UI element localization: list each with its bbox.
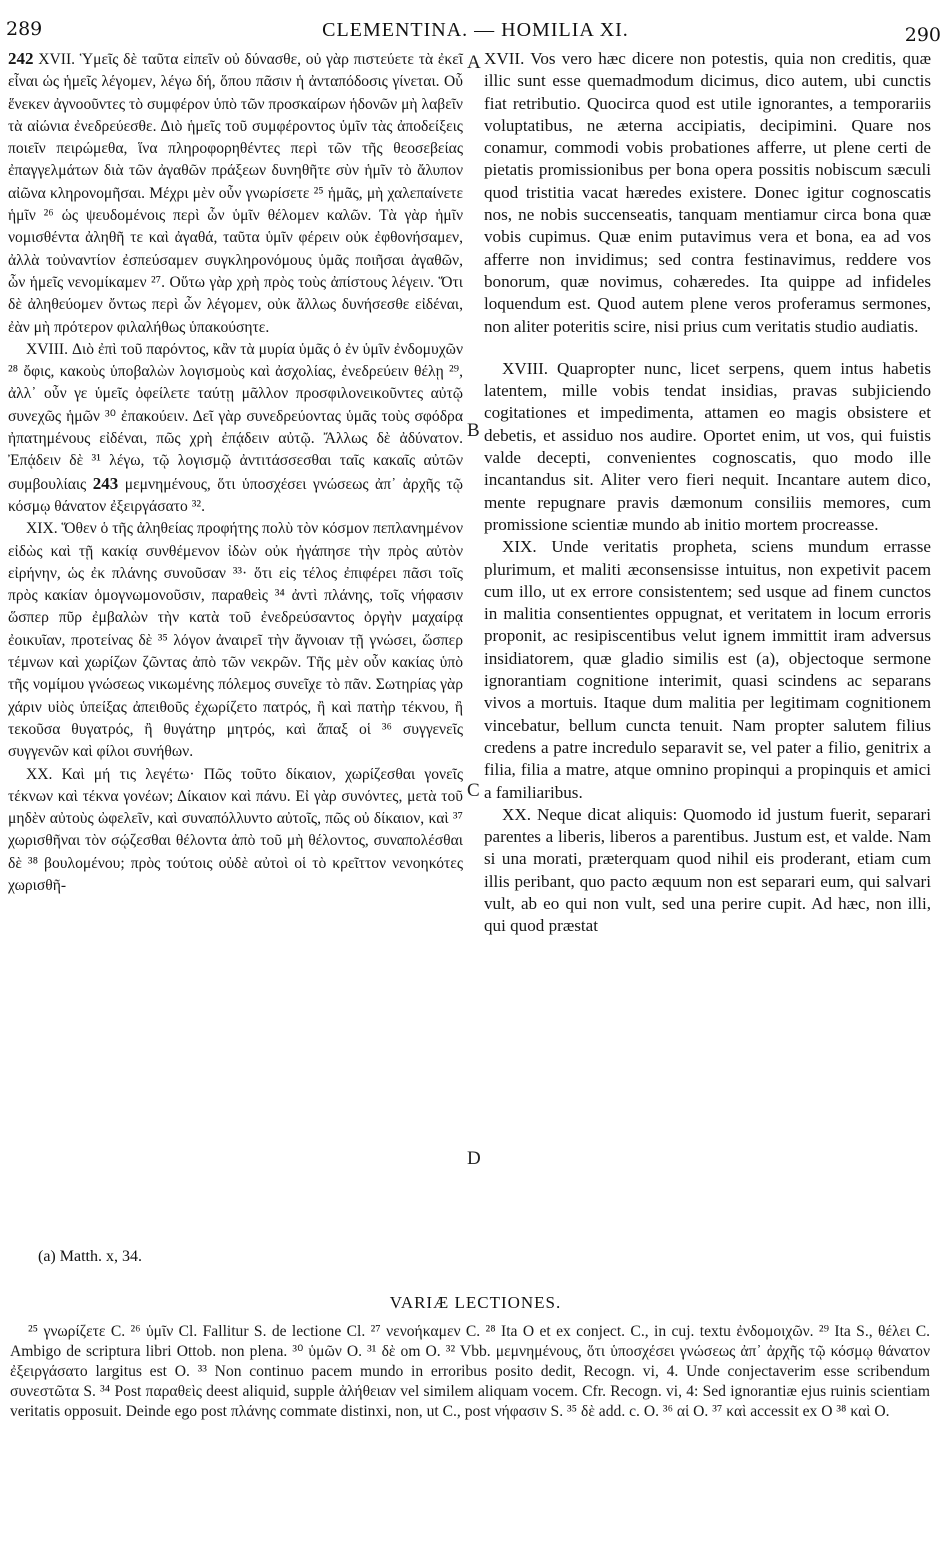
greek-text-xx: XX. Καὶ μή τις λεγέτω· Πῶς τοῦτο δίκαιον, χωρίζεσθαι γονεῖς τέκνων καὶ τέκνα γονέων; Δίκαιον καὶ πάνυ. Εἰ γὰρ συνόντες, μετὰ τοῦ μηδὲν αὐτοὺς ὠφελεῖν, καὶ συναπόλλυντο αὐτοῖς, πῶς οὐ δίκαιον, καὶ ³⁷ χωρισθῆναι τὸν σῴζεσθαι θέλοντα ἀπὸ τοῦ μὴ θέλοντος, συναπολέσθαι δὲ ³⁸ βουλομένου; πρὸς τούτοις οὐδὲ αὐτοὶ οἱ τὸ κρεῖττον νενοηκότες χωρισθῆ- xyxy=(8,765,463,894)
latin-column xyxy=(484,48,931,938)
column-number-243: 243 xyxy=(92,473,119,493)
page-number-right: 290 xyxy=(904,24,941,46)
margin-letter-c: C xyxy=(467,780,480,801)
page-header xyxy=(0,14,951,44)
greek-text-xix: XIX. Ὅθεν ὁ τῆς ἀληθείας προφήτης πολὺ τὸν κόσμον πεπλανημένον εἰδὼς καὶ τῇ κακίᾳ συνθέμενον ἰδὼν οὐκ ἠγάπησε τὴν πρὸς αὐτὸν εἰρήνην, ὡς ἐκ πλάνης συνοῦσαν ³³· ὅτι εἰς τέλος ἐπιφέρει πᾶσι τοῖς πρὸς κακίαν ὁμογνωμονοῦσιν, παραθεὶς ³⁴ ἀντὶ πλάνης, τοῖς νήφασιν ὥσπερ πῦρ ἐμβαλὼν τὴν κατὰ τοῦ ἐνεδρεύσαντος ὀργὴν μαχαίρᾳ ἐοικυῖαν, προτείνας δὲ ³⁵ λόγον ἀναιρεῖ τὴν ἄγνοιαν τῇ γνώσει, ὥσπερ τέμνων καὶ χωρίζων ζῶντας ἀπὸ τῶν νεκρῶν. Τῆς μὲν οὖν κακίας ὑπὸ τῆς νομίμου γνώσεως νικωμένης πόλεμος συνεῖχε τὸ πᾶν. Σωτηρίας γὰρ χάριν υἱὸς ὑπείξας ἀπειθοῦς ἐχωρίζετο πατρός, ἢ καὶ πατὴρ τέκνου, ἢ τεκοῦσα θυγατρός, ἢ θυγάτηρ μητρός, καὶ ἅπαξ οἱ ³⁶ συγγενεῖς συγγενῶν καὶ φίλοι συνήθων. xyxy=(8,520,463,761)
margin-letter-a: A xyxy=(467,52,481,73)
greek-paragraph-xx xyxy=(8,764,463,898)
greek-text-xviii-tail: μεμνημένους, ὅτι ὑποσχέσει γνώσεως ἀπ᾽ ἀρχῆς τῷ κόσμῳ θάνατον ἐξειργάσατο ³². xyxy=(8,475,463,515)
margin-letter-b: B xyxy=(467,420,480,441)
latin-paragraph-xix: XIX. Unde veritatis propheta, sciens mundum errasse plurimum, et maliti æconsensisse intuitus, non expetivit pacem cum illo, ut ex errore consistentem; sed usque ad finem cunctos in malitia consentientes oppugnat, et veritatem in locum erroris proponit, ac resipiscentibus velut ignem immittit iram adversus insidiatorem, quæ gladio similis est (a), objectoque sermone ignorantiam cognitione interimit, quasi scindens ac separans vivos a mortuis. Itaque dum malitia per legitimam cognitionem vincebatur, bellum cuncta tenuit. Nam propter salutem filius credens a patre incredulo separavit se, vel pater a filio, genitrix a filia, filia a matre, atque omnino propinqui a propinquis et amici a familiaribus. xyxy=(484,537,931,802)
latin-paragraph-xviii: XVIII. Quapropter nunc, licet serpens, quem intus habetis latentem, mille vobis tendat insidias, pravas subjiciendo cogitationes et impedimenta, attamen eo magis obsistere et debetis, et assiduo nos audire. Oportet enim, ut vos, qui fuistis valde decepti, convenientes cognoscatis, quo modo ille incantandus sit. Aliter vero fieri nequit. Incantare autem dico, mente repugnare pravis dæmonum consiliis memores, cum promissione scientiæ mundo ab initio mortem procreasse. xyxy=(484,358,931,534)
margin-letter-d: D xyxy=(467,1148,481,1169)
running-title: CLEMENTINA. — HOMILIA XI. xyxy=(322,19,629,41)
greek-column xyxy=(8,48,463,897)
greek-text-xviii: XVIII. Διὸ ἐπὶ τοῦ παρόντος, κἂν τὰ μυρία ὑμᾶς ὁ ἐν ὑμῖν ἐνδομυχῶν ²⁸ ὄφις, κακοὺς ὑποβαλὼν λογισμοὺς καὶ ἀσχολίας, ἐνεδρεύειν θέλῃ ²⁹, ἀλλ᾽ οὖν γε ὑμεῖς ὀφείλετε ταύτῃ μᾶλλον προσφιλονεικοῦντες αὐτῷ συνεχῶς ἡμῶν ³⁰ ἐπακούειν. Δεῖ γὰρ συνεδρεύοντας ὑμᾶς τοὺς σφόδρα ἠπατημένους εἰδέναι, πῶς χρὴ ἐπᾴδειν αὐτῷ. Ἄλλως δὲ ἀδύνατον. Ἐπᾴδειν δὲ ³¹ λέγω, τῷ λογισμῷ ἀντιτάσσεσθαι ταῖς κακαῖς αὐτῶν συμβουλίαις xyxy=(8,340,463,493)
footnote: (a) Matth. x, 34. xyxy=(38,1248,142,1265)
greek-paragraph-xvii xyxy=(8,48,463,339)
column-number-242: 242 xyxy=(8,49,34,68)
greek-text-xvii: XVII. Ὑμεῖς δὲ ταῦτα εἰπεῖν οὐ δύνασθε, οὐ γὰρ πιστεύετε τὰ ἐκεῖ εἶναι ὡς ἡμεῖς λέγομεν, λέγω δή, ὅπου πᾶσιν ἡ ἀνταπόδοσις γίνεται. Οὗ ἕνεκεν ἀγνοοῦντες τὸ συμφέρον ὑπὸ τῶν προσκαίρων ἡδονῶν μὴ λαβεῖν τὰ αἰώνια ἐνεδρεύεσθε. Διὸ ἡμεῖς τοῦ συμφέροντος ὑμῖν τὰς ἀποδείξεις ποιεῖν πειρώμεθα, ἵνα πληροφορηθέντες περὶ τῶν τῆς θεοσεβείας ἐπαγγελμάτων διὰ τῶν ἀγαθῶν πράξεων δυνηθῆτε σὺν ἡμῖν τὸ ἄλυπον αἰῶνα κληρονομῆσαι. Μέχρι μὲν οὖν γνωρίσετε ²⁵ ἡμᾶς, μὴ χαλεπαίνετε ἡμῖν ²⁶ ὡς ψευδομένοις περὶ ὧν ὑμῖν θέλομεν καλῶν. Τὰ γὰρ ἡμῖν νομισθέντα ἀληθῆ τε καὶ ἀγαθά, ταῦτα ὑμῖν φέρειν οὐκ ἐφθονήσαμεν, ἀλλὰ τοὐναντίον ἐσπεύσαμεν συγκληρονόμους ὑμᾶς ποιῆσαι ἀγαθῶν, ὧν ἡμεῖς νενομίκαμεν ²⁷. Οὕτω γὰρ χρὴ πρὸς τοὺς ἀπίστους λέγειν. Ὅτι δὲ ἀληθεύομεν ὄντως περὶ ὧν λέγομεν, οὐκ ἄλλως δυνήσεσθε εἰδέναι, ἐὰν μὴ πρότερον φιλαλήθως ὑπακούσητε. xyxy=(8,51,464,336)
greek-paragraph-xviii xyxy=(8,339,463,518)
variae-lectiones-body xyxy=(10,1322,930,1422)
greek-paragraph-xix xyxy=(8,518,463,763)
variae-lectiones-text: ²⁵ γνωρίζετε C. ²⁶ ὑμῖν Cl. Fallitur S. de lectione Cl. ²⁷ νενοήκαμεν C. ²⁸ Ita O et ex conject. C., in cuj. textu ἐνδομοιχῶν. ²⁹ Ita S., θέλει C. Ambigo de scriptura libri Ottob. non plena. ³⁰ ὑμῶν O. ³¹ δὲ om O. ³² Vbb. μεμνημένους, ὅτι ὑποσχέσει γνώσεως ἀπ᾽ ἀρχῆς τῷ κόσμῳ θάνατον ἐξειργάσατο largitus est O. ³³ Non continuo pacem mundo in erroribus posito dedit, Recogn. vi, 4. Unde conjectaverim esse scribendum συνεστῶτα S. ³⁴ Post παραθεὶς deest aliquid, supple ἀλήθειαν vel similem aliquam vocem. Cfr. Recogn. vi, 4: Sed ignorantiæ ejus ruinis scientiam veritatis opposuit. Deinde ego post πλάνης commate distinxi, non, ut C., post νήφασιν S. ³⁵ δὲ add. c. O. ³⁶ αἱ O. ³⁷ καὶ accessit ex O ³⁸ καὶ O. xyxy=(10,1323,930,1420)
page-number-left: 289 xyxy=(6,18,43,40)
latin-paragraph-xvii: XVII. Vos vero hæc dicere non potestis, quia non creditis, quæ illic sunt esse quemadmodum dicimus, dico autem, ubi cunctis fiat retributio. Quocirca quod est utile ignorantes, a temporariis voluptatibus, ne æterna accipiatis, decipimini. Quare nos conamur, commodi vobis probationes afferre, ut plene certi de pietatis promissionibus per bona opera possitis nobiscum sæculi quod tristitia vacat hæredes existere. Donec igitur cognoscatis nos, ne nobis succenseatis, tanquam mentiamur circa bona quæ vobis cupimus. Quæ enim putavimus vera et bona, ea ad vos afferre non invidimus; sed contra festinavimus, reddere vos bonorum, quæ novimus, cohæredes. Ita quippe ad infideles loquendum est. Quod autem plene veros proferamus sermones, non aliter poteritis scire, nisi prius cum veritatis studio audiatis. xyxy=(484,49,931,336)
variae-lectiones-title: VARIÆ LECTIONES. xyxy=(389,1293,562,1312)
latin-paragraph-xx: XX. Neque dicat aliquis: Quomodo id justum fuerit, separari parentes a liberis, liberos a parentibus. Justum est, et valde. Nam si una morati, præterquam quod nihil eis proderant, etiam cum illis peribant, quo pacto æquum non est separari eum, qui salvari vult, ab eo qui non vult, sed una perire cupit. Ad hæc, non illi, qui quod præstat xyxy=(484,804,931,936)
